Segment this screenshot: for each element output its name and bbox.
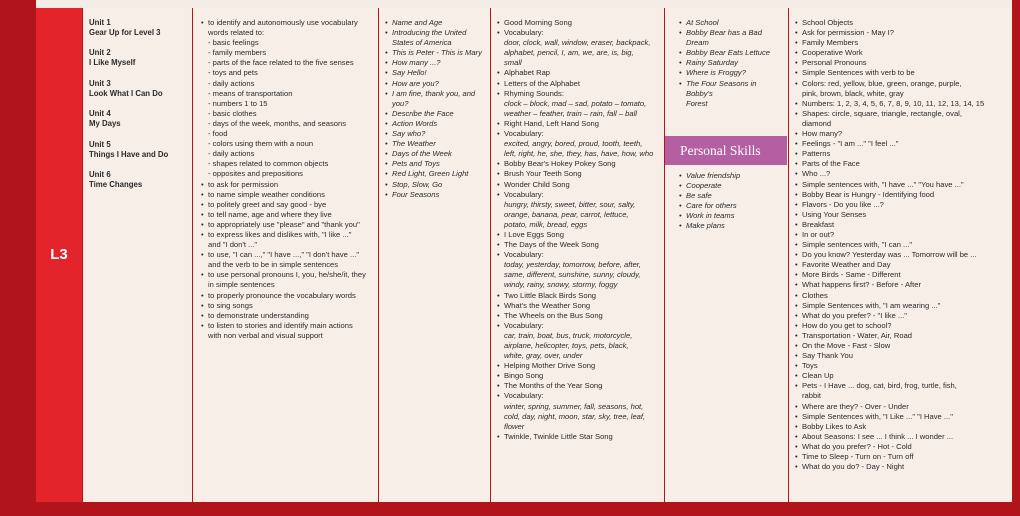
song-item: • Alphabet Rap: [497, 68, 660, 78]
language-item: • The Weather: [385, 139, 486, 149]
song-item: • Brush Your Teeth Song: [497, 169, 660, 179]
objective-item: and "I don't ...": [208, 240, 258, 250]
unit-number: Unit 3: [89, 78, 111, 88]
topic-item: • Do you know? Yesterday was ... Tomorrow will be ...: [795, 250, 1008, 260]
unit-title: My Days: [89, 119, 121, 129]
topic-item: • Favorite Weather and Day: [795, 260, 1008, 270]
topic-item: • What do you prefer? - Hot - Cold: [795, 442, 1008, 452]
objectives-list: [201, 18, 374, 341]
unit-entry: [89, 48, 188, 68]
language-item: • Name and Age: [385, 18, 486, 28]
language-item: • Say who?: [385, 129, 486, 139]
story-item: • Rainy Saturday: [679, 58, 784, 68]
unit-number: Unit 1: [89, 18, 111, 27]
topic-item: pink, brown, black, white, gray: [802, 88, 904, 98]
level-column: [36, 8, 83, 502]
song-item: winter, spring, summer, fall, seasons, hot,: [504, 401, 644, 411]
objective-item: - shapes related to common objects: [208, 159, 329, 169]
language-item: • Pets and Toys: [385, 159, 486, 169]
objective-item: - numbers 1 to 15: [208, 98, 268, 108]
song-item: white, gray, over, under: [504, 351, 583, 361]
unit-number: Unit 2: [89, 48, 111, 58]
song-item: • I Love Eggs Song: [497, 230, 660, 240]
stories-list: [679, 18, 784, 109]
song-item: • Vocabulary:: [497, 28, 660, 38]
song-item: • Twinkle, Twinkle Little Star Song: [497, 432, 660, 442]
objective-item: • to name simple weather conditions: [201, 190, 374, 200]
topic-item: • School Objects: [795, 18, 1008, 28]
language-list: [385, 18, 486, 200]
song-item: flower: [504, 421, 525, 431]
language-item: you?: [392, 98, 409, 108]
song-item: • Good Morning Song: [497, 18, 660, 28]
song-item: • Letters of the Alphabet: [497, 79, 660, 89]
song-item: small: [504, 58, 522, 68]
songs-list: [497, 18, 660, 442]
unit-number: Unit 5: [89, 139, 111, 149]
topic-item: • Simple Sentences with, "I am wearing ...": [795, 301, 1008, 311]
topic-item: • Transportation - Water, Air, Road: [795, 331, 1008, 341]
objective-item: - basic clothes: [208, 108, 257, 118]
song-item: • The Months of the Year Song: [497, 381, 660, 391]
song-item: today, yesterday, tomorrow, before, after,: [504, 260, 641, 270]
objectives-column: [193, 8, 379, 502]
topic-item: • Parts of the Face: [795, 159, 1008, 169]
language-item: • Stop, Slow, Go: [385, 180, 486, 190]
objective-item: • to sing songs: [201, 301, 374, 311]
song-item: alphabet, pencil, I, am, we, are, is, big,: [504, 48, 634, 58]
topic-item: • How do you get to school?: [795, 321, 1008, 331]
language-item: • Say Hello!: [385, 68, 486, 78]
language-item: • Four Seasons: [385, 190, 486, 200]
skill-item: • Value friendship: [679, 171, 784, 181]
song-item: • Vocabulary:: [497, 129, 660, 139]
language-item: • I am fine, thank you, and: [385, 89, 486, 99]
objective-item: • to express likes and dislikes with, "I like ...": [201, 230, 374, 240]
topic-item: • Clothes: [795, 291, 1008, 301]
topic-item: • Patterns: [795, 149, 1008, 159]
song-item: • Two Little Black Birds Song: [497, 291, 660, 301]
story-item: • Bobby Bear has a Bad: [679, 28, 784, 38]
topic-item: • Time to Sleep - Turn on - Turn off: [795, 452, 1008, 462]
song-item: • Helping Mother Drive Song: [497, 361, 660, 371]
personal-skills-list: [679, 171, 784, 232]
topic-item: • Toys: [795, 361, 1008, 371]
objective-item: and the verb to be in simple sentences: [208, 260, 339, 270]
objective-item: • to listen to stories and identify main actions: [201, 321, 374, 331]
topic-item: • In or out?: [795, 230, 1008, 240]
objective-item: • to properly pronounce the vocabulary words: [201, 291, 374, 301]
song-item: hungry, thirsty, sweet, bitter, sour, salty,: [504, 199, 636, 209]
topic-item: • Simple sentences with, "I have ..." "You have ...": [795, 180, 1008, 190]
topic-item: • What do you prefer? - "I like ...": [795, 311, 1008, 321]
topics-column: [789, 8, 1012, 502]
objective-item: • to politely greet and say good - bye: [201, 200, 374, 210]
unit-title: I Like Myself: [89, 58, 136, 68]
topics-list: [795, 18, 1008, 472]
song-item: cold, day, night, moon, star, sky, tree, leaf,: [504, 411, 646, 421]
unit-entry: [89, 109, 188, 129]
topic-item: • Ask for permission - May I?: [795, 28, 1008, 38]
top-strip: [36, 0, 1012, 8]
topic-item: • What do you do? - Day - Night: [795, 462, 1008, 472]
objective-item: - days of the week, months, and seasons: [208, 118, 347, 128]
objective-item: with non verbal and visual support: [208, 330, 323, 340]
language-column: [379, 8, 491, 502]
song-item: • The Wheels on the Bus Song: [497, 311, 660, 321]
skill-item: • Care for others: [679, 201, 784, 211]
language-item: • Describe the Face: [385, 109, 486, 119]
topic-item: • About Seasons: I see ... I think ... I wonder ...: [795, 432, 1008, 442]
story-item: • The Four Seasons in Bobby's: [679, 79, 784, 99]
language-item: • Action Words: [385, 119, 486, 129]
topic-item: • Colors: red, yellow, blue, green, orange, purple,: [795, 79, 1008, 89]
song-item: • Bobby Bear's Hokey Pokey Song: [497, 159, 660, 169]
objective-item: • to demonstrate understanding: [201, 311, 374, 321]
story-item: • Where is Froggy?: [679, 68, 784, 78]
topic-item: • Feelings - "I am ..." "I feel ...": [795, 139, 1008, 149]
topic-item: • Using Your Senses: [795, 210, 1008, 220]
objective-item: - parts of the face related to the five senses: [208, 58, 354, 68]
unit-entry: [89, 79, 188, 99]
topic-item: • Personal Pronouns: [795, 58, 1008, 68]
song-item: car, train, boat, bus, truck, motorcycle,: [504, 330, 633, 340]
objective-item: - daily actions: [208, 78, 255, 88]
language-item: • How many ...?: [385, 58, 486, 68]
story-item: • At School: [679, 18, 784, 28]
topic-item: • Bobby Bear is Hungry - Identifying food: [795, 190, 1008, 200]
objective-item: - food: [208, 129, 228, 139]
units-column: [83, 8, 193, 502]
topic-item: diamond: [802, 118, 832, 128]
song-item: • Right Hand, Left Hand Song: [497, 119, 660, 129]
unit-title: Gear Up for Level 3: [89, 28, 161, 38]
song-item: windy, rainy, snowy, stormy, foggy: [504, 280, 618, 290]
story-item: Forest: [686, 98, 708, 108]
objective-item: - basic feelings: [208, 38, 259, 48]
story-item: Dream: [686, 38, 709, 48]
topic-item: • How many?: [795, 129, 1008, 139]
song-item: clock – block, mad – sad, potato – tomato,: [504, 98, 647, 108]
song-item: • What's the Weather Song: [497, 301, 660, 311]
objective-item: in simple sentences: [208, 280, 275, 290]
language-item: • Introducing the United: [385, 28, 486, 38]
song-item: orange, banana, pear, carrot, lettuce,: [504, 209, 629, 219]
objective-item: • to use, "I can ...," "I have ...," "I don't have ...": [201, 250, 374, 260]
song-item: potato, milk, bread, eggs: [504, 219, 588, 229]
topic-item: • More Birds - Same - Different: [795, 270, 1008, 280]
song-item: • The Days of the Week Song: [497, 240, 660, 250]
skill-item: • Cooperate: [679, 181, 784, 191]
song-item: • Vocabulary:: [497, 391, 660, 401]
objective-item: • to identify and autonomously use vocabulary: [201, 18, 374, 28]
skill-item: • Be safe: [679, 191, 784, 201]
stories-skills-column: [665, 8, 789, 502]
objective-item: • to appropriately use "please" and "thank you": [201, 220, 374, 230]
level-label: L3: [50, 246, 68, 263]
topic-item: • Say Thank You: [795, 351, 1008, 361]
skill-item: • Work in teams: [679, 211, 784, 221]
topic-item: • Where are they? - Over - Under: [795, 402, 1008, 412]
unit-entry: [89, 18, 188, 38]
topic-item: • Family Members: [795, 38, 1008, 48]
topic-item: • Pets - I Have ... dog, cat, bird, frog, turtle, fish,: [795, 381, 1008, 391]
objective-item: • to ask for permission: [201, 180, 374, 190]
story-item: • Bobby Bear Eats Lettuce: [679, 48, 784, 58]
curriculum-table: [36, 8, 1012, 502]
song-item: same, different, sunshine, sunny, cloudy,: [504, 270, 641, 280]
topic-item: • Clean Up: [795, 371, 1008, 381]
topic-item: • Shapes: circle, square, triangle, rectangle, oval,: [795, 109, 1008, 119]
topic-item: • On the Move - Fast - Slow: [795, 341, 1008, 351]
songs-vocabulary-column: [491, 8, 665, 502]
objective-item: - toys and pets: [208, 68, 258, 78]
language-item: • Days of the Week: [385, 149, 486, 159]
topic-item: • Simple Sentences with verb to be: [795, 68, 1008, 78]
topic-item: • Breakfast: [795, 220, 1008, 230]
topic-item: • Simple Sentences with, "I Like ..." "I Have ...": [795, 412, 1008, 422]
unit-entry: [89, 140, 188, 160]
topic-item: • Simple sentences with, "I can ...": [795, 240, 1008, 250]
song-item: • Vocabulary:: [497, 250, 660, 260]
language-item: • Red Light, Green Light: [385, 169, 486, 179]
unit-title: Look What I Can Do: [89, 88, 163, 98]
song-item: • Wonder Child Song: [497, 180, 660, 190]
topic-item: • Cooperative Work: [795, 48, 1008, 58]
topic-item: • Numbers: 1, 2, 3, 4, 5, 6, 7, 8, 9, 10, 11, 12, 13, 14, 15: [795, 99, 1008, 109]
objective-item: - opposites and prepositions: [208, 169, 303, 179]
song-item: • Vocabulary:: [497, 190, 660, 200]
song-item: weather – feather, train – rain, fall – ball: [504, 108, 637, 118]
objective-item: - daily actions: [208, 149, 255, 159]
objective-item: - means of transportation: [208, 88, 293, 98]
unit-number: Unit 6: [89, 169, 111, 179]
objective-item: words related to:: [208, 28, 265, 38]
topic-item: • Flavors - Do you like ...?: [795, 200, 1008, 210]
song-item: door, clock, wall, window, eraser, backpack,: [504, 38, 651, 48]
objective-item: • to tell name, age and where they live: [201, 210, 374, 220]
topic-item: • What happens first? - Before - After: [795, 280, 1008, 290]
song-item: • Bingo Song: [497, 371, 660, 381]
language-item: States of America: [392, 38, 452, 48]
unit-title: Time Changes: [89, 179, 143, 189]
language-item: • This is Peter - This is Mary: [385, 48, 486, 58]
unit-title: Things I Have and Do: [89, 149, 169, 159]
unit-entry: [89, 170, 188, 190]
song-item: airplane, helicopter, toys, pets, black,: [504, 341, 629, 350]
song-item: • Rhyming Sounds:: [497, 89, 660, 99]
topic-item: • Bobby Likes to Ask: [795, 422, 1008, 432]
topic-item: rabbit: [802, 391, 821, 401]
objective-item: - family members: [208, 48, 267, 58]
song-item: excited, angry, bored, proud, tooth, teeth,: [504, 139, 643, 149]
topic-item: • Who ...?: [795, 169, 1008, 179]
unit-number: Unit 4: [89, 109, 111, 119]
skill-item: • Make plans: [679, 221, 784, 231]
objective-item: - colors using them with a noun: [208, 139, 314, 149]
song-item: left, right, he, she, they, has, have, how, who: [504, 149, 654, 159]
objective-item: • to use personal pronouns I, you, he/she/it, they: [201, 270, 374, 280]
song-item: • Vocabulary:: [497, 321, 660, 331]
personal-skills-header: Personal Skills: [665, 136, 787, 165]
language-item: • How are you?: [385, 79, 486, 89]
